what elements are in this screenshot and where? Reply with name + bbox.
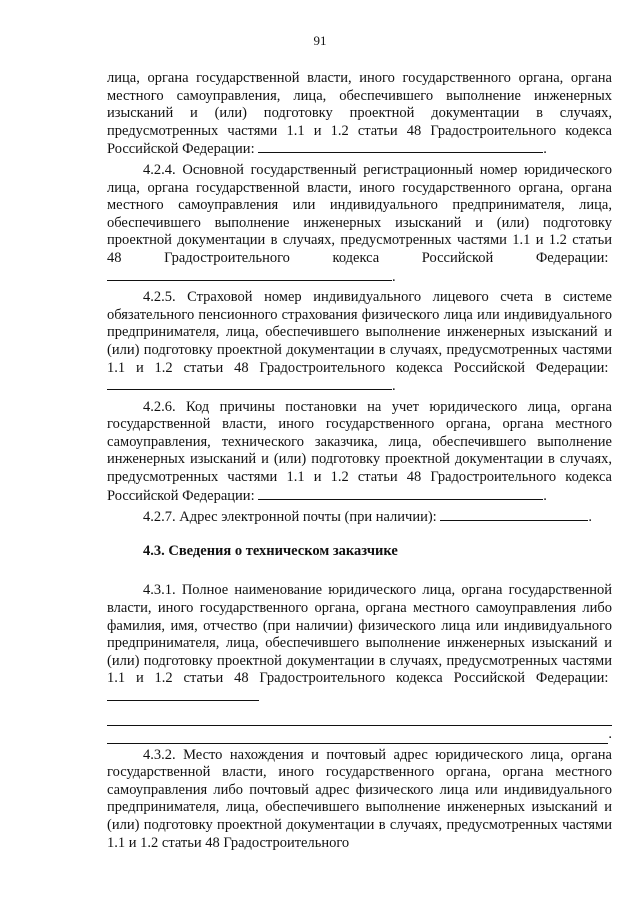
- paragraph-4-2-4: [107, 162, 612, 286]
- fill-in-blank[interactable]: [258, 140, 543, 153]
- email-fill-in-blank[interactable]: [440, 508, 588, 521]
- fill-in-blank[interactable]: [258, 487, 543, 500]
- fill-in-blank-line[interactable]: [107, 708, 612, 726]
- paragraph-end-punct: .: [588, 509, 592, 526]
- paragraph-text: лица, органа государственной власти, иного государственного органа, органа местного самоуправления, лица, обеспечившего выполнение инженерных изысканий и (или) подготовку проектной документации в случаях, предусмотренных частями 1.1 и 1.2 статьи 48 Градостроительного кодекса Российской Федерации:: [107, 70, 612, 158]
- paragraph-text: 4.3.1. Полное наименование юридического лица, органа государственной власти, иного государственного органа, органа местного самоуправления либо фамилия, имя, отчество (при наличии) физического лица или индивидуального предпринимателя, лица, обеспечившего выполнение инженерных изысканий и (или) подготовку проектной документации в случаях, предусмотренных частями 1.1 и 1.2 статьи 48 Градостроительного кодекса Российской Федерации:: [107, 582, 612, 687]
- blank-line: [107, 729, 608, 744]
- fill-in-blank-line-end[interactable]: [107, 726, 612, 744]
- fill-in-blank[interactable]: [107, 688, 259, 701]
- paragraph-text: 4.3.2. Место нахождения и почтовый адрес юридического лица, органа государственной власти, иного государственного органа, органа местного самоуправления либо почтовый адрес физического лица или индивидуального предпринимателя, лица, обеспечившего выполнение инженерных изысканий и (или) подготовку проектной документации в случаях, предусмотренных частями 1.1 и 1.2 статьи 48 Градостроительного: [107, 746, 612, 851]
- paragraph-text: 4.2.5. Страховой номер индивидуального лицевого счета в системе обязательного пенсионного страхования физического лица или индивидуального предпринимателя, лица, обеспечившего выполнение инженерных изысканий и (или) подготовку проектной документации в случаях, предусмотренных частями 1.1 и 1.2 статьи 48 Градостроительного кодекса Российской Федерации:: [107, 289, 612, 376]
- paragraph-4-2-5: [107, 289, 612, 396]
- paragraph-4-3-1: [107, 582, 612, 706]
- paragraph-text: 4.2.4. Основной государственный регистрационный номер юридического лица, органа государственной власти, иного государственного органа, органа местного самоуправления или индивидуального предпринимателя, лица, обеспечившего выполнение инженерных изысканий и (или) подготовку проектной документации в случаях, предусмотренных частями 1.1 и 1.2 статьи 48 Градостроительного кодекса Российской Федерации:: [107, 161, 612, 266]
- paragraph-end-punct: .: [392, 378, 396, 395]
- fill-in-blank[interactable]: [107, 268, 392, 281]
- page-number: 91: [313, 33, 327, 48]
- paragraph-end-punct: .: [543, 141, 547, 158]
- document-body: [107, 70, 612, 852]
- fill-in-blank[interactable]: [107, 377, 392, 390]
- paragraph-4-2-7: [107, 508, 612, 527]
- paragraph-text: 4.2.7. Адрес электронной почты (при наличии):: [143, 509, 437, 526]
- paragraph-4-3-2: [107, 747, 612, 853]
- paragraph-end-punct: .: [392, 268, 396, 285]
- paragraph-end-punct: .: [543, 487, 547, 504]
- section-heading-4-3: 4.3. Сведения о техническом заказчике: [143, 542, 398, 559]
- paragraph-continuation: [107, 70, 612, 159]
- paragraph-text: 4.2.6. Код причины постановки на учет юридического лица, органа государственной власти, иного государственного органа, органа местного самоуправления, технического заказчика, лица, обеспечившего выполнение инженерных изысканий и (или) подготовку проектной документации в случаях, предусмотренных частями 1.1 и 1.2 статьи 48 Градостроительного кодекса Российской Федерации:: [107, 398, 612, 504]
- paragraph-end-punct: .: [608, 726, 612, 742]
- paragraph-4-2-6: [107, 399, 612, 506]
